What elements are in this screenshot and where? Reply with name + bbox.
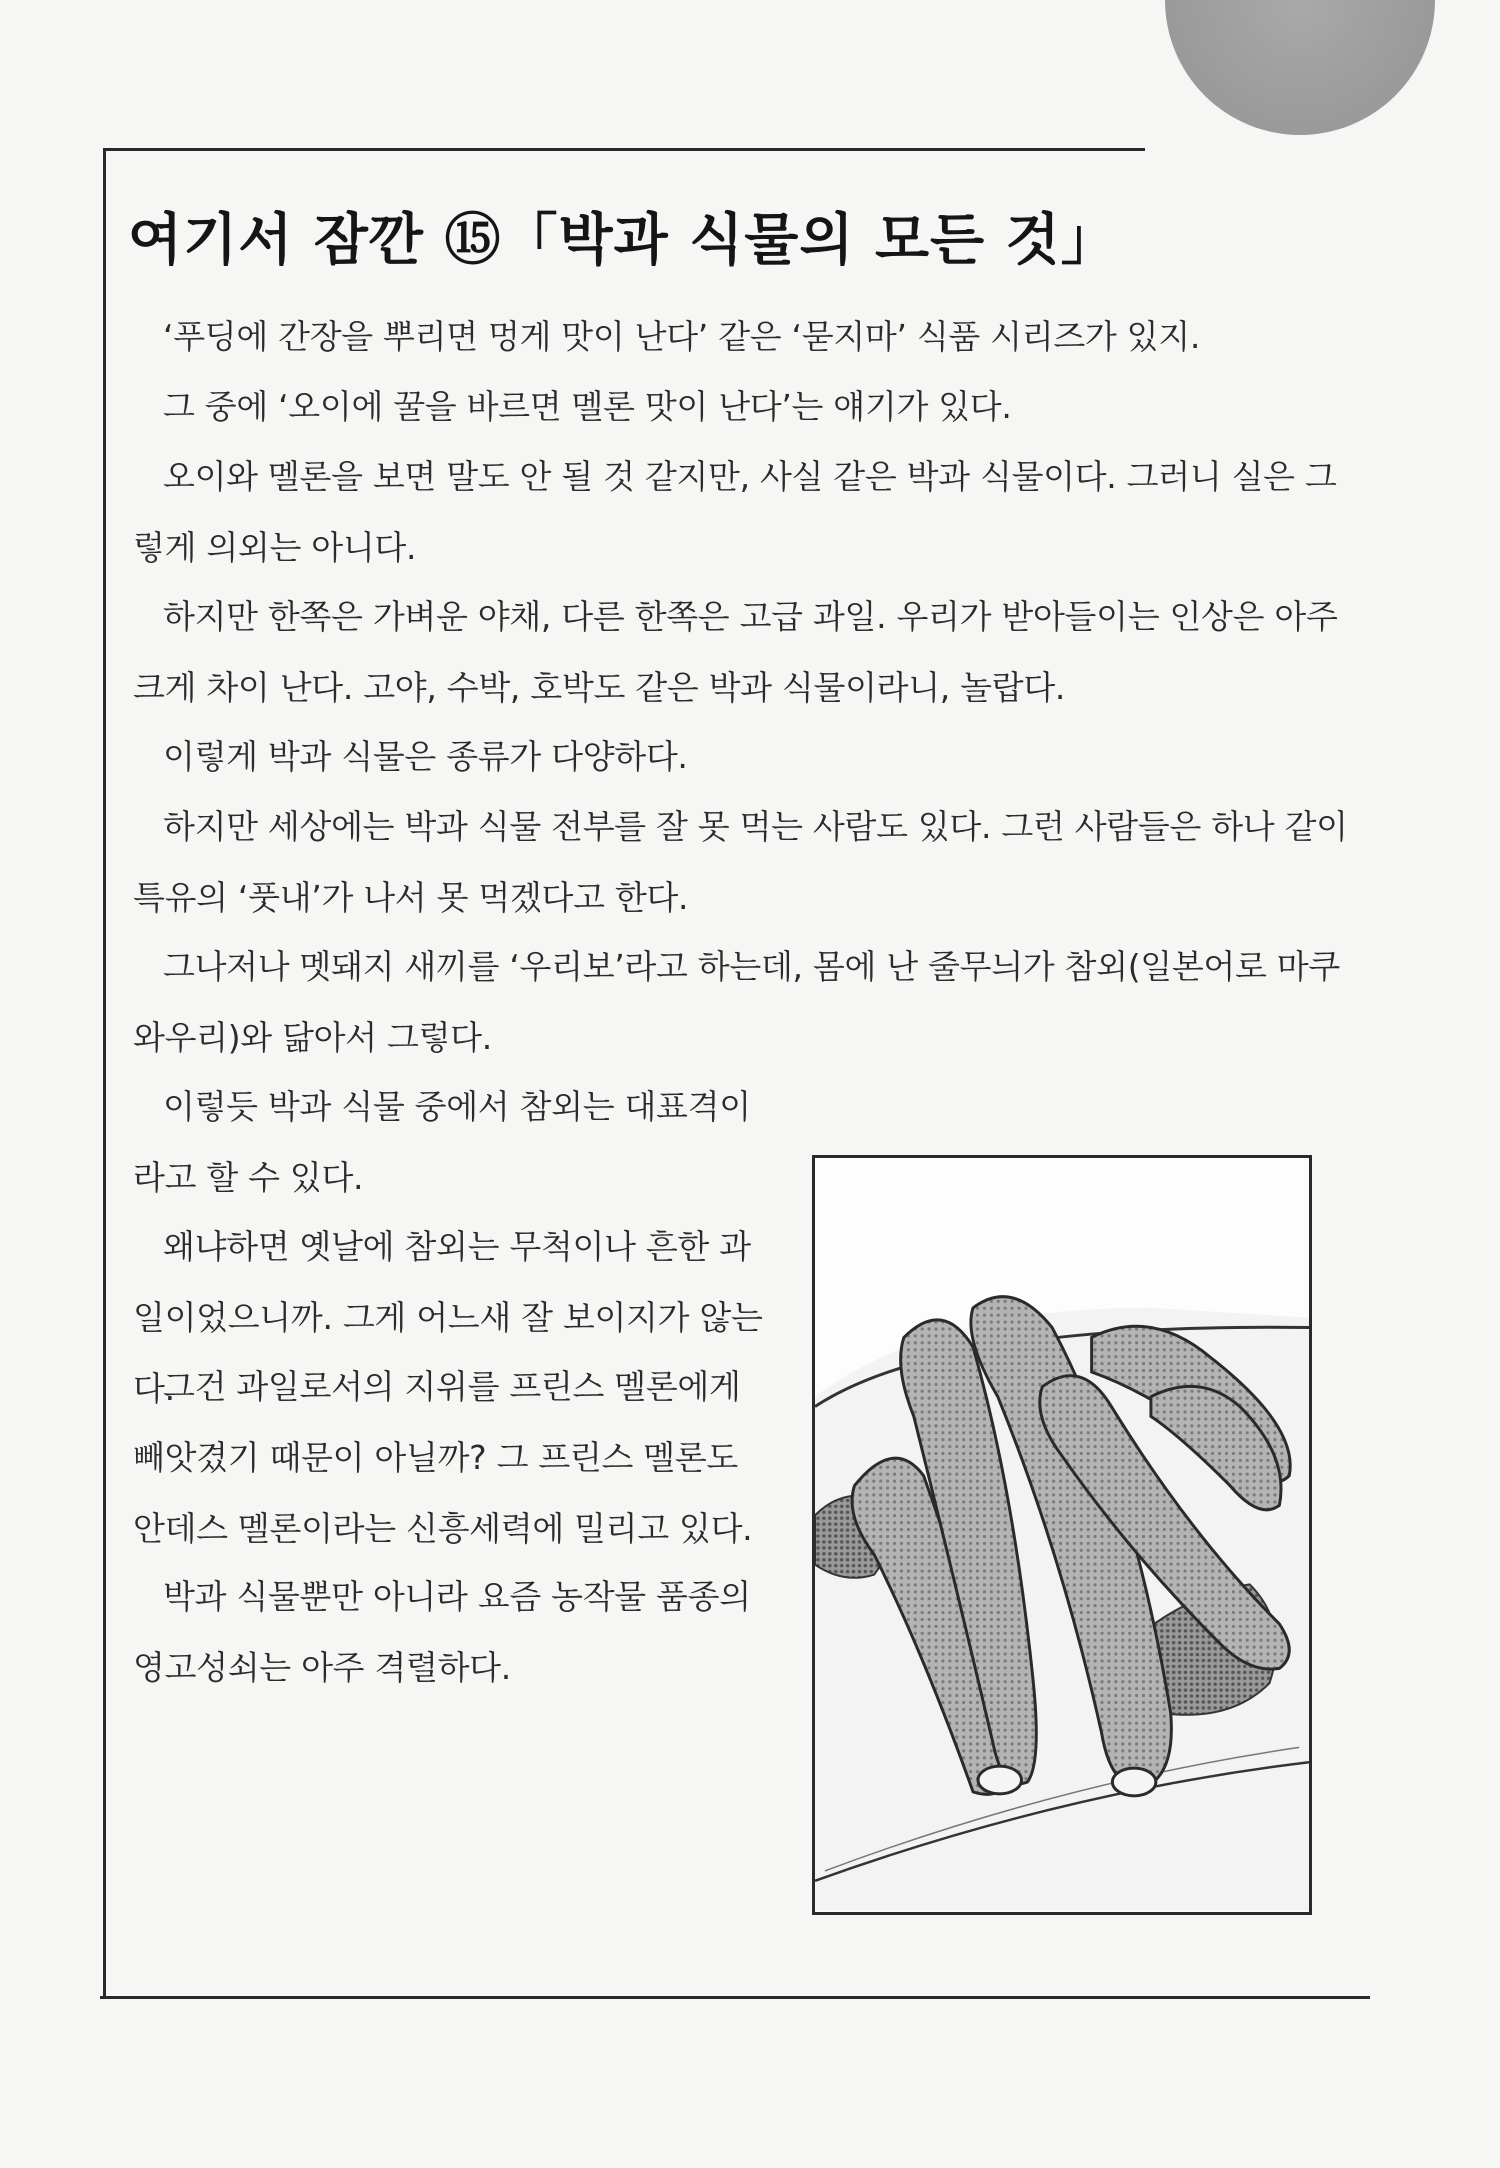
frame-left-border — [103, 148, 106, 1998]
paragraph-7: 그나저나 멧돼지 새끼를 ‘우리보’라고 하는데, 몸에 난 줄무늬가 참외(일본어로 마쿠와우리)와 닮아서 그렇다. — [133, 947, 1340, 1057]
paragraph-5: 이렇게 박과 식물은 종류가 다양하다. — [163, 737, 688, 776]
cucumber-plate-illustration — [812, 1155, 1312, 1915]
paragraph-8: 이렇듯 박과 식물 중에서 참외는 대표격이라고 할 수 있다. — [133, 1087, 751, 1197]
frame-bottom-border — [100, 1996, 1370, 1999]
paragraph-9: 왜냐하면 옛날에 참외는 무척이나 흔한 과일이었으니까. 그게 어느새 잘 보이지가 않는다. — [133, 1227, 763, 1408]
paragraph-11: 박과 식물뿐만 아니라 요즘 농작물 품종의 영고성쇠는 아주 격렬하다. — [133, 1577, 751, 1687]
paragraph-4: 하지만 한쪽은 가벼운 야채, 다른 한쪽은 고급 과일. 우리가 받아들이는 인상은 아주 크게 차이 난다. 고야, 수박, 호박도 같은 박과 식물이라니, 놀랍다. — [133, 597, 1338, 707]
frame-top-border — [103, 148, 1145, 151]
paragraph-6: 하지만 세상에는 박과 식물 전부를 잘 못 먹는 사람도 있다. 그런 사람들은 하나 같이 특유의 ‘풋내’가 나서 못 먹겠다고 한다. — [133, 807, 1348, 917]
corner-circle-decoration — [1165, 0, 1435, 135]
paragraph-3: 오이와 멜론을 보면 말도 안 될 것 같지만, 사실 같은 박과 식물이다. 그러니 실은 그렇게 의외는 아니다. — [133, 457, 1337, 567]
paragraph-2: 그 중에 ‘오이에 꿀을 바르면 멜론 맛이 난다’는 얘기가 있다. — [163, 387, 1012, 426]
page-title: 여기서 잠깐 ⑮「박과 식물의 모든 것」 — [128, 208, 1118, 273]
paragraph-10: 그건 과일로서의 지위를 프린스 멜론에게 빼앗겼기 때문이 아닐까? 그 프린스 멜론도 안데스 멜론이라는 신흥세력에 밀리고 있다. — [133, 1367, 753, 1548]
paragraph-1: ‘푸딩에 간장을 뿌리면 멍게 맛이 난다’ 같은 ‘묻지마’ 식품 시리즈가 있지. — [163, 317, 1201, 356]
